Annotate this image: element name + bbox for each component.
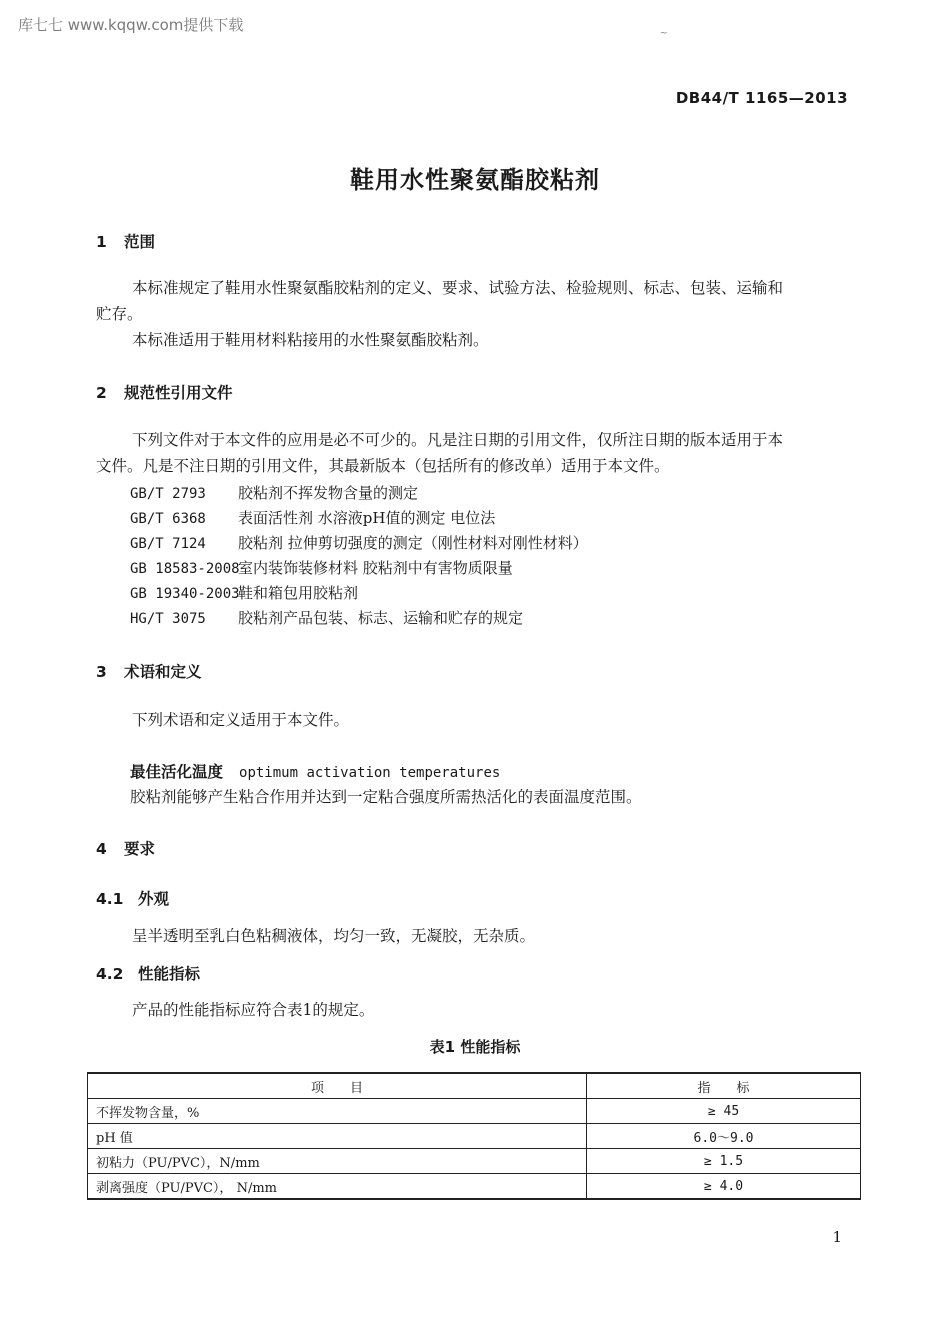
- reference-code: GB 19340-2003: [130, 586, 240, 602]
- page-number: 1: [832, 1228, 842, 1246]
- term-english: optimum activation temperatures: [239, 765, 501, 781]
- section-number: 3: [96, 663, 107, 681]
- reference-code: HG/T 3075: [130, 611, 206, 627]
- section-4-heading: [96, 837, 155, 859]
- section-title: 要求: [124, 840, 156, 858]
- subsection-number: 4.2: [96, 965, 124, 983]
- table-cell-value: ≥ 4.0: [587, 1174, 861, 1200]
- table-cell-item: 剥离强度（PU/PVC）， N/mm: [88, 1174, 587, 1200]
- section-number: 1: [96, 233, 107, 251]
- document-number: DB44/T 1165—2013: [675, 89, 848, 107]
- table-cell-value: 6.0～9.0: [587, 1124, 861, 1149]
- section-4-1-heading: [96, 887, 169, 909]
- section-title: 术语和定义: [124, 663, 202, 681]
- subsection-title: 性能指标: [138, 965, 201, 983]
- performance-table: [87, 1072, 861, 1200]
- table-row: [88, 1174, 861, 1200]
- section-1-paragraph-2: 本标准适用于鞋用材料粘接用的水性聚氨酯胶粘剂。: [132, 331, 489, 349]
- section-1-paragraph-1-line-2: 贮存。: [96, 305, 143, 323]
- section-number: 2: [96, 384, 107, 402]
- reference-item: [130, 482, 418, 503]
- section-title: 范围: [124, 233, 156, 251]
- document-title: 鞋用水性聚氨酯胶粘剂: [350, 166, 600, 194]
- reference-title: 室内装饰装修材料 胶粘剂中有害物质限量: [238, 559, 513, 577]
- scan-mark: ~: [659, 28, 668, 39]
- table-cell-value: ≥ 1.5: [587, 1149, 861, 1174]
- table-cell-item: 初粘力（PU/PVC），N/mm: [88, 1149, 587, 1174]
- subsection-title: 外观: [138, 890, 170, 908]
- table-header-row: [88, 1073, 861, 1099]
- section-number: 4: [96, 840, 107, 858]
- section-2-paragraph-line-2: 文件。凡是不注日期的引用文件，其最新版本（包括所有的修改单）适用于本文件。: [96, 457, 670, 475]
- table-cell-value: ≥ 45: [587, 1099, 861, 1124]
- reference-title: 胶粘剂 拉伸剪切强度的测定（刚性材料对刚性材料）: [238, 534, 588, 552]
- column-header-index: 指 标: [587, 1073, 861, 1099]
- reference-item: [130, 557, 513, 578]
- section-1-heading: [96, 230, 155, 252]
- section-4-2-text: 产品的性能指标应符合表1的规定。: [132, 1001, 375, 1019]
- reference-title: 胶粘剂产品包装、标志、运输和贮存的规定: [238, 609, 524, 627]
- reference-title: 表面活性剂 水溶液pH值的测定 电位法: [238, 509, 496, 527]
- column-header-item: 项 目: [88, 1073, 587, 1099]
- reference-code: GB/T 7124: [130, 536, 206, 552]
- section-2-paragraph-line-1: 下列文件对于本文件的应用是必不可少的。凡是注日期的引用文件，仅所注日期的版本适用于本: [132, 431, 784, 449]
- section-1-paragraph-1-line-1: 本标准规定了鞋用水性聚氨酯胶粘剂的定义、要求、试验方法、检验规则、标志、包装、运输和: [132, 279, 784, 297]
- table-cell-item: pH 值: [88, 1124, 587, 1149]
- reference-item: [130, 532, 588, 553]
- table-cell-item: 不挥发物含量，%: [88, 1099, 587, 1124]
- table-row: [88, 1099, 861, 1124]
- section-3-heading: [96, 660, 202, 682]
- reference-title: 胶粘剂不挥发物含量的测定: [238, 484, 419, 502]
- reference-code: GB/T 2793: [130, 486, 206, 502]
- reference-title: 鞋和箱包用胶粘剂: [238, 584, 359, 602]
- section-2-heading: [96, 381, 233, 403]
- watermark-text: 库七七 www.kqqw.com提供下载: [18, 16, 244, 34]
- section-4-1-text: 呈半透明至乳白色粘稠液体，均匀一致，无凝胶，无杂质。: [132, 927, 536, 945]
- section-title: 规范性引用文件: [124, 384, 233, 402]
- reference-item: [130, 582, 358, 603]
- reference-code: GB 18583-2008: [130, 561, 240, 577]
- table-caption: 表1 性能指标: [429, 1038, 521, 1056]
- subsection-number: 4.1: [96, 890, 124, 908]
- table-row: [88, 1149, 861, 1174]
- term-chinese: 最佳活化温度: [130, 763, 224, 781]
- reference-item: [130, 607, 523, 628]
- term-definition: 胶粘剂能够产生粘合作用并达到一定粘合强度所需热活化的表面温度范围。: [130, 788, 642, 806]
- reference-item: [130, 507, 495, 528]
- table-row: [88, 1124, 861, 1149]
- section-3-paragraph: 下列术语和定义适用于本文件。: [132, 711, 350, 729]
- section-4-2-heading: [96, 962, 200, 984]
- reference-code: GB/T 6368: [130, 511, 206, 527]
- term-entry: [130, 760, 500, 785]
